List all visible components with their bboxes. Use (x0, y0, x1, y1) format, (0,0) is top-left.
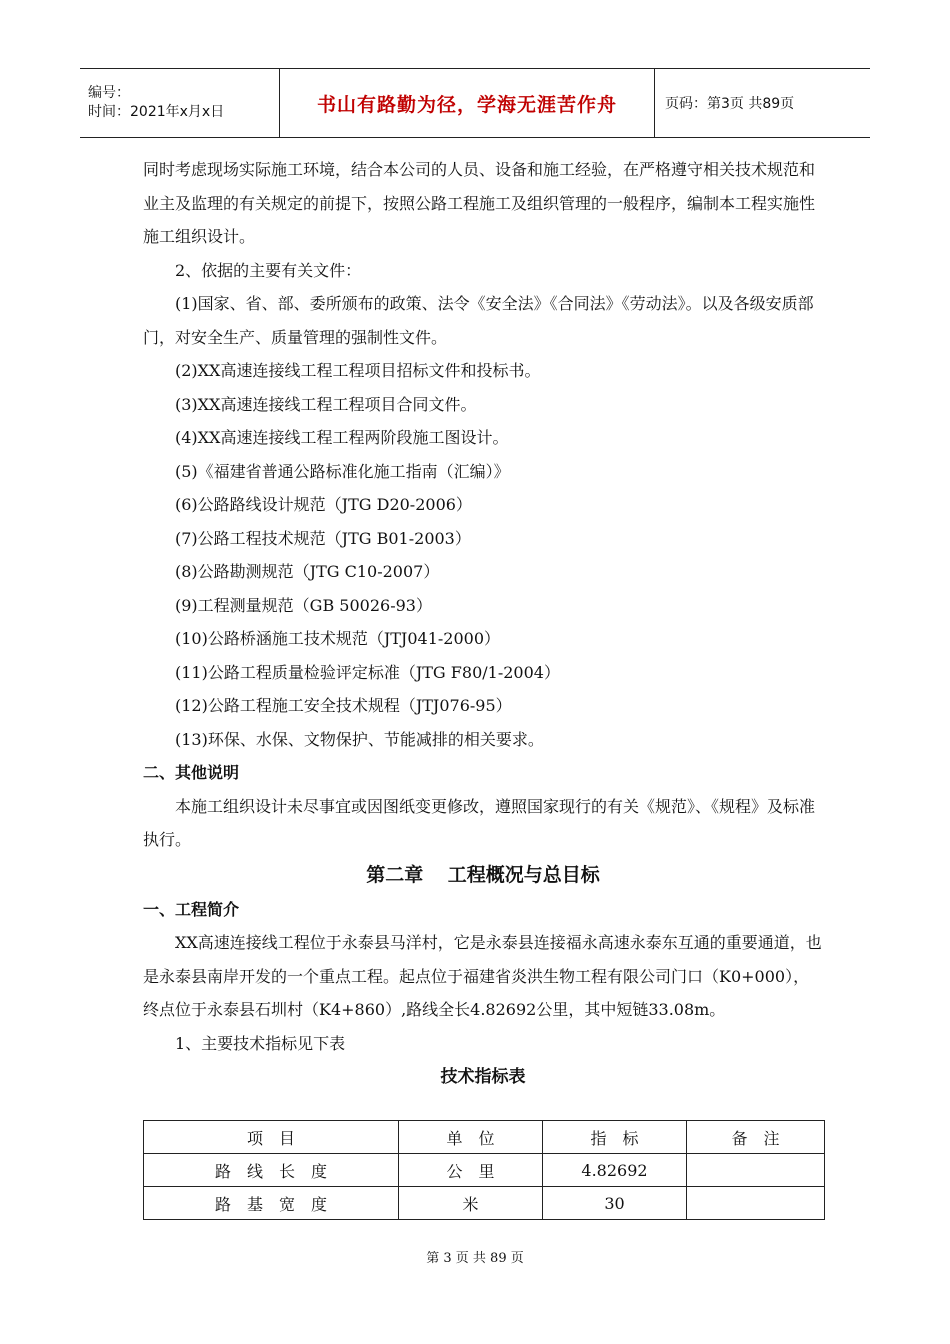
section-heading-intro: 一、工程简介 (143, 899, 240, 919)
table-header-cell: 备 注 (687, 1121, 825, 1154)
other-paragraph: 本施工组织设计未尽事宜或因图纸变更修改，遵照国家现行的有关《规范》、《规程》及标准执行。 (143, 796, 816, 849)
serial-label: 编号： (88, 85, 130, 101)
basis-heading: 2、依据的主要有关文件： (175, 260, 362, 280)
basis-item-1: (1)国家、省、部、委所颁布的政策、法令《安全法》《合同法》《劳动法》。以及各级安质部门，对安全生产、质量管理的强制性文件。 (143, 294, 814, 347)
page-footer (0, 1247, 950, 1266)
table-header-cell: 单 位 (399, 1121, 543, 1154)
table-header-cell: 指 标 (543, 1121, 687, 1154)
document-body (143, 153, 823, 1094)
basis-item-2: (2)XX高速连接线工程工程项目招标文件和投标书。 (175, 361, 541, 380)
footer-page-number: 第 3 页 共 89 页 (426, 1251, 524, 1266)
basis-item-11: (11)公路工程质量检验评定标准（JTG F80/1-2004） (175, 662, 560, 682)
table-cell: 米 (399, 1187, 543, 1220)
date-label: 时间：2021年x月x日 (88, 104, 225, 120)
basis-item-7: (7)公路工程技术规范（JTG B01-2003） (175, 528, 471, 548)
table-cell (687, 1154, 825, 1187)
indicator-note: 1、主要技术指标见下表 (175, 1033, 346, 1053)
table-cell: 公 里 (399, 1154, 543, 1187)
table-title: 技术指标表 (440, 1067, 526, 1087)
basis-item-13: (13)环保、水保、文物保护、节能减排的相关要求。 (175, 729, 544, 749)
technical-indicator-table (143, 1120, 825, 1220)
table-row (144, 1154, 825, 1187)
header-motto (280, 69, 655, 137)
page-header (80, 68, 870, 138)
table-cell: 4.82692 (543, 1154, 687, 1187)
header-meta (80, 69, 280, 137)
basis-item-9: (9)工程测量规范（GB 50026-93） (175, 595, 432, 615)
basis-item-12: (12)公路工程施工安全技术规程（JTJ076-95） (175, 696, 512, 715)
basis-item-6: (6)公路路线设计规范（JTG D20-2006） (175, 495, 472, 514)
basis-item-4: (4)XX高速连接线工程工程两阶段施工图设计。 (175, 428, 509, 447)
table-cell: 路 基 宽 度 (144, 1187, 399, 1220)
chapter-title: 第二章 工程概况与总目标 (366, 863, 600, 886)
basis-item-3: (3)XX高速连接线工程工程项目合同文件。 (175, 394, 477, 414)
project-intro-paragraph: XX高速连接线工程位于永泰县马洋村，它是永泰县连接福永高速永泰东互通的重要通道，也是永泰县南岸开发的一个重点工程。起点位于福建省炎洪生物工程有限公司门口（K0+000），终点位于永泰县石圳村（K4+860）,路线全长4.82692公里，其中短链33.08m。 (143, 933, 822, 1019)
basis-item-5: (5)《福建省普通公路标准化施工指南（汇编）》 (175, 461, 510, 481)
section-heading-other: 二、其他说明 (143, 763, 240, 782)
basis-item-10: (10)公路桥涵施工技术规范（JTJ041-2000） (175, 629, 501, 648)
table-cell: 路 线 长 度 (144, 1154, 399, 1187)
table-cell (687, 1187, 825, 1220)
table-header-cell: 项 目 (144, 1121, 399, 1154)
table-row (144, 1187, 825, 1220)
motto-text: 书山有路勤为径，学海无涯苦作舟 (316, 93, 617, 116)
table-header-row (144, 1121, 825, 1154)
basis-item-8: (8)公路勘测规范（JTG C10-2007） (175, 562, 440, 581)
page-info-text: 页码：第3页 共89页 (665, 96, 795, 112)
table-cell: 30 (543, 1187, 687, 1220)
header-page-info (655, 69, 870, 137)
intro-paragraph: 同时考虑现场实际施工环境，结合本公司的人员、设备和施工经验，在严格遵守相关技术规范和业主及监理的有关规定的前提下，按照公路工程施工及组织管理的一般程序，编制本工程实施性施工组织设计。 (143, 160, 816, 246)
